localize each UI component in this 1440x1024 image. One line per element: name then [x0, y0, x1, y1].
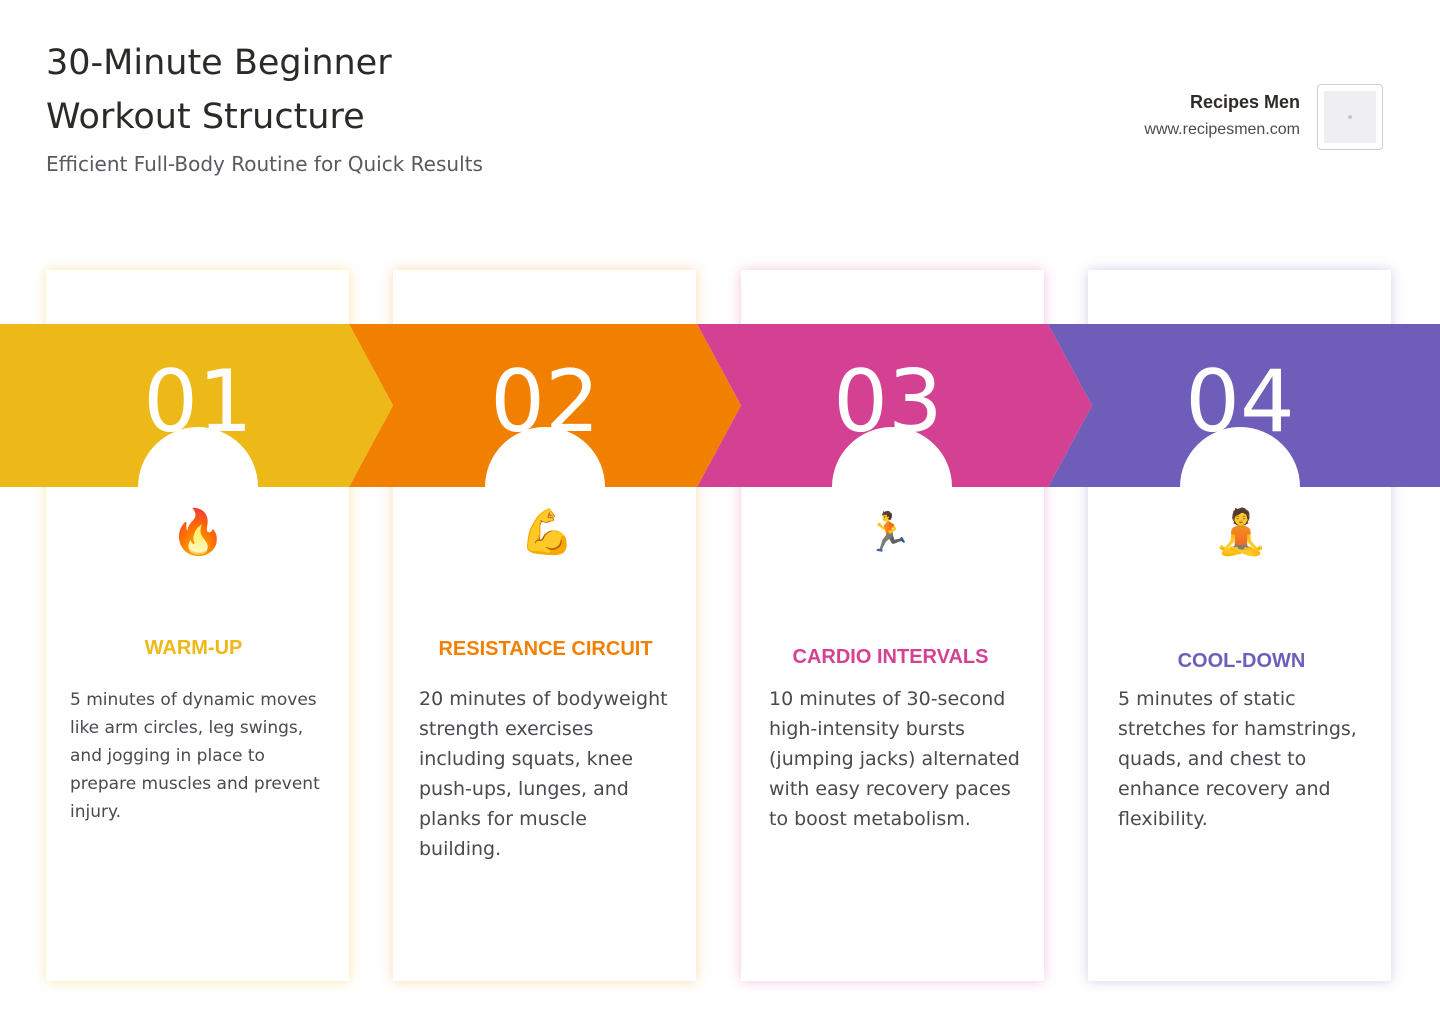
flexed-biceps-icon: 💪: [519, 508, 575, 557]
step-description-1: 5 minutes of dynamic moves like arm circles, leg swings, and jogging in place to prepare muscles and prevent injury.: [70, 690, 320, 822]
step-description-2: 20 minutes of bodyweight strength exercises including squats, knee push-ups, lunges, and planks for muscle building.: [419, 688, 668, 860]
page-subtitle: Efficient Full-Body Routine for Quick Results: [46, 152, 483, 176]
step-number-3: 03: [833, 352, 943, 452]
title-line-2: Workout Structure: [46, 97, 365, 137]
step-title-resistance-circuit: RESISTANCE CIRCUIT: [438, 638, 653, 660]
step-title-warm-up: WARM-UP: [144, 637, 243, 659]
step-number-2: 02: [490, 352, 600, 452]
meditating-person-icon: 🧘: [1213, 508, 1269, 557]
step-title-cool-down: COOL-DOWN: [1177, 650, 1306, 672]
page-title: [46, 36, 392, 144]
title-line-1: 30-Minute Beginner: [46, 43, 392, 83]
step-number-4: 04: [1185, 352, 1295, 452]
logo-placeholder-icon: [1324, 91, 1376, 143]
fire-icon: 🔥: [170, 508, 226, 557]
step-number-1: 01: [143, 352, 253, 452]
step-description-3: 10 minutes of 30-second high-intensity bursts (jumping jacks) alternated with easy recovery paces to boost metabolism.: [769, 688, 1020, 830]
brand-logo: [1317, 84, 1383, 150]
brand-block: [1144, 92, 1300, 139]
brand-url[interactable]: www.recipesmen.com: [1144, 121, 1300, 138]
step-description-4: 5 minutes of static stretches for hamstrings, quads, and chest to enhance recovery and flexibility.: [1118, 688, 1357, 830]
running-person-icon: 🏃: [865, 512, 913, 554]
step-title-cardio-intervals: CARDIO INTERVALS: [792, 646, 989, 668]
brand-name: Recipes Men: [1189, 92, 1300, 112]
